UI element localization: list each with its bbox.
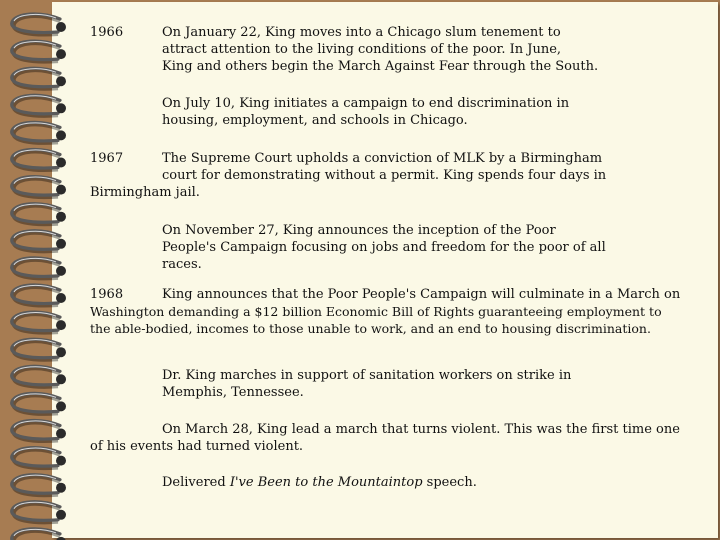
spiral-ring — [12, 393, 66, 414]
text-line: King and others begin the March Against Fear through the South. — [162, 59, 599, 74]
year-1968: 1968 — [90, 287, 124, 302]
spiral-ring — [12, 95, 66, 116]
spiral-ring — [12, 285, 66, 306]
text-line: races. — [162, 257, 202, 272]
spiral-ring — [12, 231, 66, 252]
spiral-ring — [12, 420, 66, 441]
text-line: The Supreme Court upholds a conviction of MLK by a Birmingham — [162, 151, 603, 166]
text-line: the able-bodied, incomes to those unable to work, and an end to housing discrimination. — [90, 321, 651, 336]
spiral-ring — [12, 502, 66, 523]
text-line: On November 27, King announces the inception of the Poor — [162, 223, 556, 238]
spiral-ring — [12, 122, 66, 143]
text-before: Delivered — [162, 475, 230, 490]
spiral-ring — [12, 41, 66, 62]
text-line: On July 10, King initiates a campaign to end discrimination in — [162, 96, 570, 111]
spiral-ring — [12, 448, 66, 469]
spiral-ring — [12, 258, 66, 279]
text-after: speech. — [422, 475, 477, 490]
spiral-ring — [12, 14, 66, 35]
text-line: King announces that the Poor People's Campaign will culminate in a March on — [162, 287, 681, 302]
text-line: housing, employment, and schools in Chicago. — [162, 113, 468, 128]
year-1967: 1967 — [90, 151, 124, 166]
text-line: attract attention to the living conditions of the poor. In June, — [162, 42, 562, 57]
spiral-ring — [12, 204, 66, 225]
text-line: Dr. King marches in support of sanitation workers on strike in — [162, 368, 572, 383]
spiral-ring — [12, 312, 66, 333]
text-line: Birmingham jail. — [90, 185, 200, 200]
text-line: On January 22, King moves into a Chicago slum tenement to — [162, 25, 561, 40]
spiral-ring — [12, 529, 66, 540]
speech-title: I've Been to the Mountaintop — [229, 475, 423, 490]
text-line: court for demonstrating without a permit. King spends four days in — [162, 168, 607, 183]
spiral-ring — [12, 68, 66, 89]
spiral-ring — [12, 177, 66, 198]
text-line: People's Campaign focusing on jobs and freedom for the poor of all — [162, 240, 606, 255]
spiral-ring — [12, 339, 66, 360]
spiral-ring — [12, 149, 66, 170]
year-1966: 1966 — [90, 25, 124, 40]
spiral-binding — [0, 0, 80, 540]
spiral-ring — [12, 475, 66, 496]
spiral-ring — [12, 366, 66, 387]
text-line: Washington demanding a $12 billion Economic Bill of Rights guaranteeing employment to — [90, 304, 662, 319]
text-line: Memphis, Tennessee. — [162, 385, 304, 400]
text-line-mountaintop — [162, 474, 477, 491]
notebook-page — [52, 2, 718, 538]
text-line: of his events had turned violent. — [90, 439, 304, 454]
text-line: On March 28, King lead a march that turns violent. This was the first time one — [162, 422, 680, 437]
